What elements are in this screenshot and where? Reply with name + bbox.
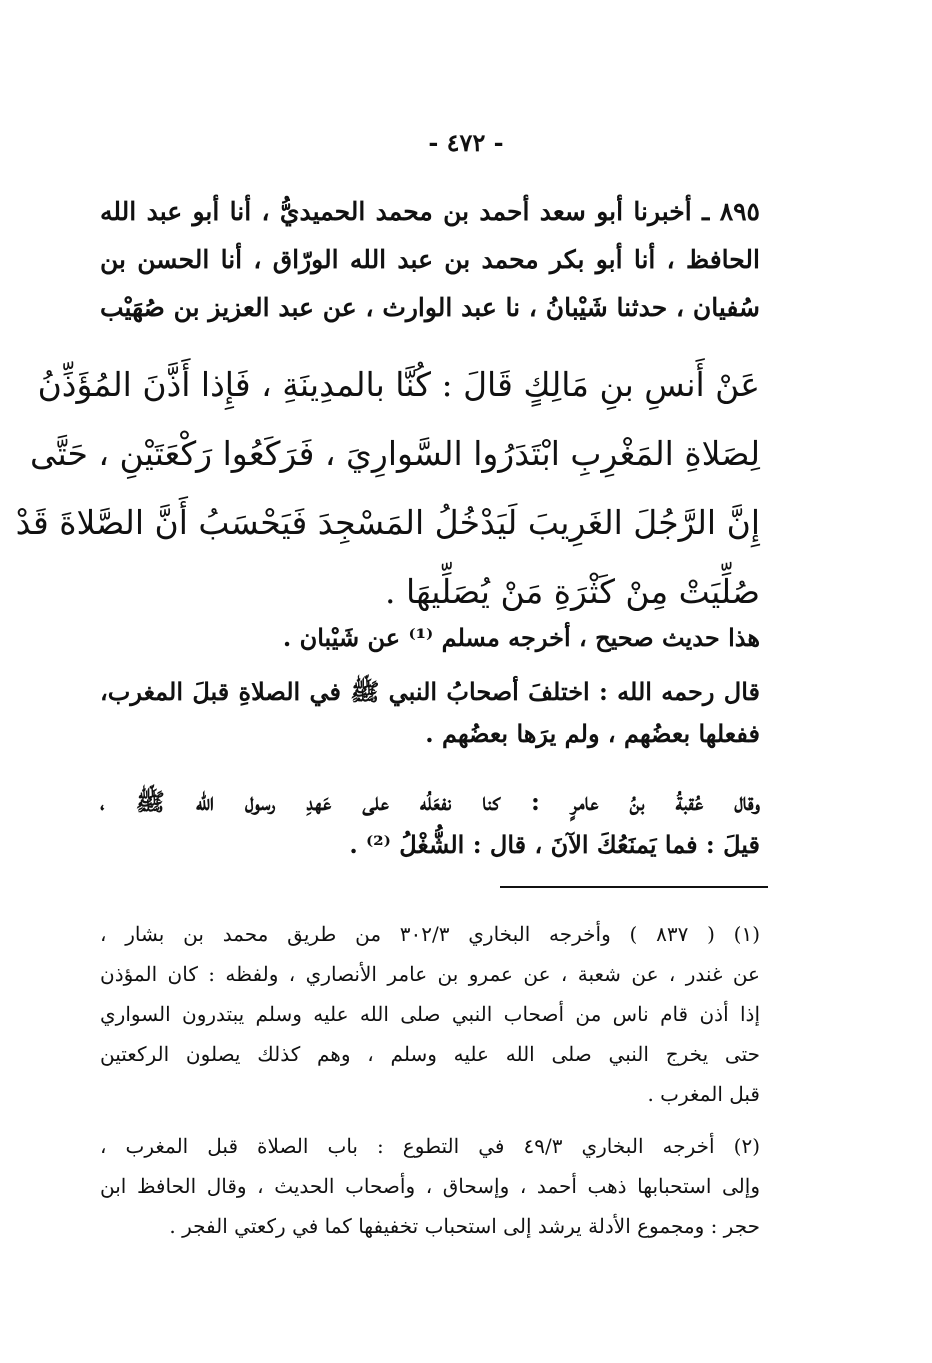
grading-line: هذا حديث صحيح ، أخرجه مسلم ⁽¹⁾ عن شَيْبان . xyxy=(282,623,760,652)
hadith-text-line: صُلِّيَتْ مِنْ كَثْرَةِ مَنْ يُصَلِّيهَا . xyxy=(385,572,760,611)
footnote-line: (٢) أخرجه البخاري ٤٩/٣ في التطوع : باب الصلاة قبل المغرب ، xyxy=(100,1134,760,1158)
paragraph-line: ففعلها بعضُهم ، ولم يرَها بعضُهم . xyxy=(425,719,760,748)
chain-line: الحافظ ، أنا أبو بكر محمد بن عبد الله الورّاق ، أنا الحسن بن xyxy=(100,245,760,274)
chain-line: ٨٩٥ ـ أخبرنا أبو سعد أحمد بن محمد الحميديُّ ، أنا أبو عبد الله xyxy=(100,197,760,226)
page-number: - ٤٧٢ - xyxy=(428,128,504,157)
hadith-chain xyxy=(100,188,760,332)
footnote-2 xyxy=(100,1126,760,1246)
footnote-line: وإلى استحبابها ذهب أحمد ، وإسحاق ، وأصحاب الحديث ، وقال الحافظ ابن xyxy=(100,1174,760,1198)
commentary-paragraph xyxy=(100,780,760,866)
footnote-1 xyxy=(100,914,760,1114)
hadith-text-line: عَنْ أَنسِ بنِ مَالِكٍ قَالَ : كُنَّا بالمدِينَةِ ، فَإِذا أَذَّنَ المُؤَذِّنُ xyxy=(37,365,760,404)
hadith-text-line: إِنَّ الرَّجُلَ الغَرِيبَ لَيَدْخُلُ المَسْجِدَ فَيَحْسَبُ أَنَّ الصَّلاةَ قَدْ xyxy=(15,503,760,542)
paragraph-line: قال رحمه الله : اختلفَ أصحابُ النبي ﷺ في الصلاةِ قبلَ المغرب، xyxy=(100,677,760,706)
paragraph-line: قيلَ : فما يَمنَعُكَ الآنَ ، قال : الشُّغْلُ ⁽²⁾ . xyxy=(349,830,760,859)
footnote-line: حجر : ومجموع الأدلة يرشد إلى استحباب تخفيفها كما في ركعتي الفجر . xyxy=(169,1214,760,1238)
footnote-divider xyxy=(500,886,768,888)
footnote-line: حتى يخرج النبي صلى الله عليه وسلم ، وهم كذلك يصلون الركعتين xyxy=(100,1042,760,1066)
footnote-line: (١) ( ٨٣٧ ) وأخرجه البخاري ٣٠٢/٣ من طريق محمد بن بشار ، xyxy=(100,922,761,946)
chain-line: سُفيان ، حدثنا شَيْبانُ ، نا عبد الوارث ، عن عبد العزيز بن صُهَيْب xyxy=(100,293,760,322)
commentary-paragraph xyxy=(100,671,760,755)
footnote-line: عن غندر ، عن شعبة ، عن عمرو بن عامر الأنصاري ، ولفظه : كان المؤذن xyxy=(100,962,760,986)
hadith-text xyxy=(15,350,760,626)
footnote-line: قبل المغرب . xyxy=(647,1082,760,1106)
hadith-grading xyxy=(100,618,760,658)
paragraph-line: وقال عُقبةُ بنُ عامرٍ : كنا نفعَلُه على عَهدِ رسول الله ﷺ ، xyxy=(100,787,760,816)
footnote-line: إذا أذن قام ناس من أصحاب النبي صلى الله عليه وسلم يبتدرون السواري xyxy=(100,1002,760,1026)
hadith-text-line: لِصَلاةِ المَغْرِبِ ابْتَدَرُوا السَّوارِيَ ، فَرَكَعُوا رَكْعَتَيْنِ ، حَتَّى xyxy=(30,434,760,473)
